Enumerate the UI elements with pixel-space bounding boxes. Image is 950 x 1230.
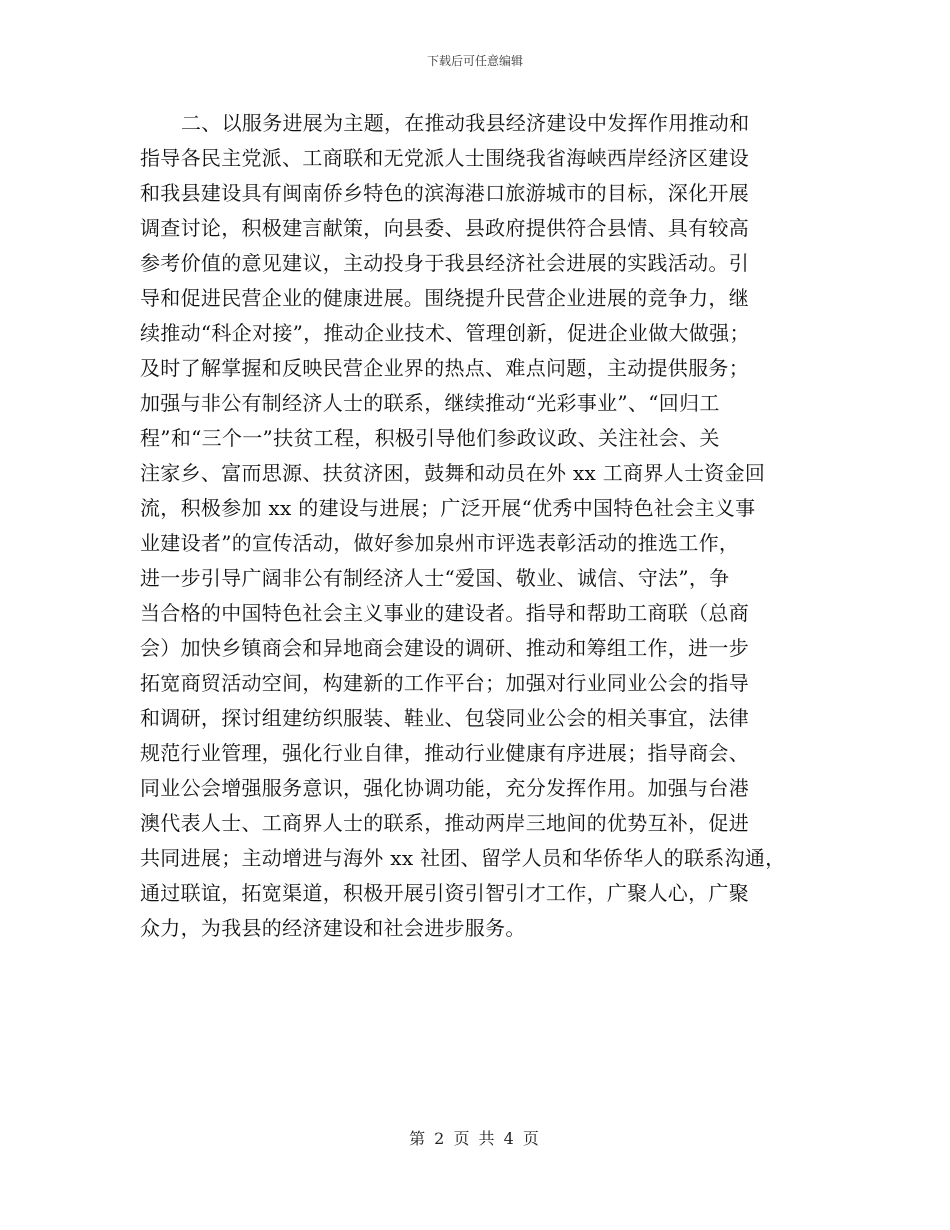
paragraph-line: 通过联谊，拓宽渠道，积极开展引资引智引才工作，广聚人心，广聚	[140, 881, 749, 905]
paragraph-line: 程”和“三个一”扶贫工程，积极引导他们参政议政、关注社会、关	[140, 426, 720, 450]
paragraph-line: 续推动“科企对接”，推动企业技术、管理创新，促进企业做大做强；	[140, 321, 750, 345]
paragraph-line: 参考价值的意见建议，主动投身于我县经济社会进展的实践活动。引	[140, 251, 749, 275]
paragraph-line: 加强与非公有制经济人士的联系，继续推动“光彩事业”、“回归工	[140, 391, 720, 415]
paragraph-line: 和调研，探讨组建纺织服装、鞋业、包袋同业公会的相关事宜，法律	[140, 706, 749, 730]
page-header-note: 下载后可任意编辑	[426, 54, 523, 68]
paragraph-line: 和我县建设具有闽南侨乡特色的滨海港口旅游城市的目标，深化开展	[140, 181, 749, 205]
paragraph-line: 业建设者”的宣传活动，做好参加泉州市评选表彰活动的推选工作，	[140, 531, 740, 555]
paragraph-line: 规范行业管理，强化行业自律，推动行业健康有序进展；指导商会、	[140, 741, 749, 765]
paragraph-line: 导和促进民营企业的健康进展。围绕提升民营企业进展的竞争力，继	[140, 286, 749, 310]
paragraph-line: 共同进展；主动增进与海外 xx 社团、留学人员和华侨华人的联系沟通，	[140, 846, 786, 870]
page-number-footer: 第 2 页 共 4 页	[409, 1129, 541, 1148]
document-body	[140, 106, 812, 946]
paragraph-line: 及时了解掌握和反映民营企业界的热点、难点问题，主动提供服务；	[140, 356, 749, 380]
paragraph-line: 当合格的中国特色社会主义事业的建设者。指导和帮助工商联（总商	[140, 601, 749, 625]
paragraph-line: 会）加快乡镇商会和异地商会建设的调研、推动和筹组工作，进一步	[140, 636, 749, 660]
paragraph-line: 注家乡、富而思源、扶贫济困，鼓舞和动员在外 xx 工商界人士资金回	[140, 461, 766, 485]
paragraph-line: 调查讨论，积极建言献策，向县委、县政府提供符合县情、具有较高	[140, 216, 749, 240]
paragraph-line: 指导各民主党派、工商联和无党派人士围绕我省海峡西岸经济区建设	[140, 146, 749, 170]
paragraph-line: 拓宽商贸活动空间，构建新的工作平台；加强对行业同业公会的指导	[140, 671, 749, 695]
paragraph-line: 同业公会增强服务意识，强化协调功能，充分发挥作用。加强与台港	[140, 776, 749, 800]
paragraph-line: 澳代表人士、工商界人士的联系，推动两岸三地间的优势互补，促进	[140, 811, 749, 835]
paragraph-line: 二、以服务进展为主题，在推动我县经济建设中发挥作用推动和	[181, 111, 750, 135]
paragraph-line: 流，积极参加 xx 的建设与进展；广泛开展“优秀中国特色社会主义事	[140, 496, 756, 520]
paragraph-line: 众力，为我县的经济建设和社会进步服务。	[140, 916, 526, 940]
paragraph-line: 进一步引导广阔非公有制经济人士“爱国、敬业、诚信、守法”，争	[140, 566, 730, 590]
